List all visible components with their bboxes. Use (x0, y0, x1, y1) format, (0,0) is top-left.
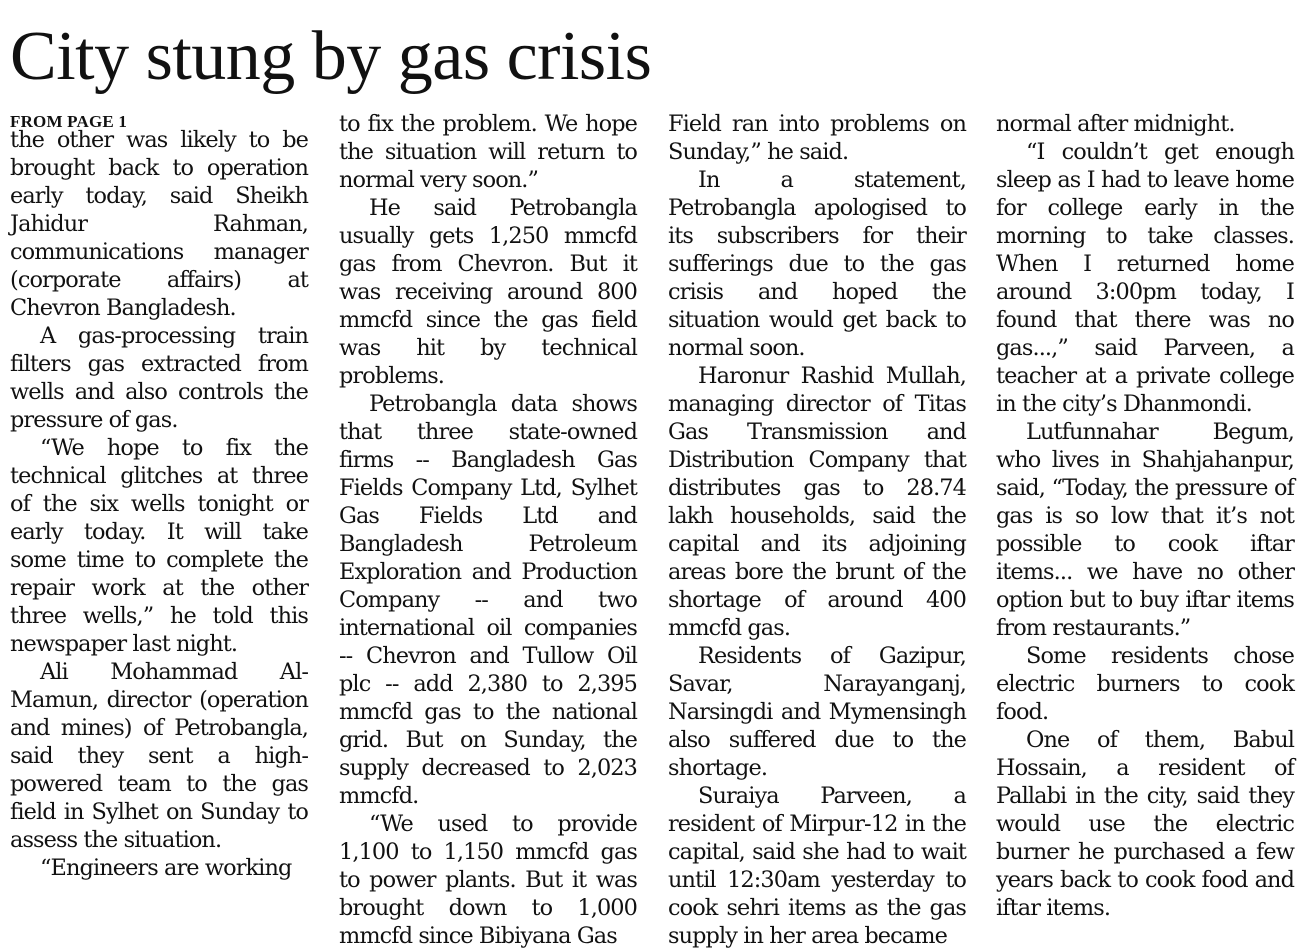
paragraph: A gas-processing train filters gas extracted from wells and also controls the pressure of gas. (10, 323, 308, 433)
continuation-kicker: FROM PAGE 1 (10, 112, 128, 131)
paragraph: Field ran into problems on Sunday,” he said. (668, 111, 966, 165)
paragraph: the other was likely to be brought back to operation early today, said Sheikh Jahidur Rahman, communications manager (corporate affairs) at Chevron Bangladesh. (10, 127, 308, 321)
paragraph: normal after midnight. (996, 111, 1235, 137)
paragraph: to fix the problem. We hope the situation will return to normal very soon.” (339, 111, 637, 193)
paragraph: Some residents chose electric burners to cook food. (996, 643, 1294, 725)
paragraph: “We used to provide 1,100 to 1,150 mmcfd gas to power plants. But it was brought down to 1,000 mmcfd since Bibiyana Gas (339, 811, 637, 949)
paragraph: He said Petrobangla usually gets 1,250 mmcfd gas from Chevron. But it was receiving around 800 mmcfd since the gas field was hit by technical problems. (339, 195, 637, 389)
paragraph: Residents of Gazipur, Savar, Narayanganj, Narsingdi and Mymensingh also suffered due to the shortage. (668, 643, 966, 781)
paragraph: In a statement, Petrobangla apologised to its subscribers for their sufferings due to the gas crisis and hoped the situation would get back to normal soon. (668, 167, 966, 361)
article-column-1 (10, 108, 308, 928)
article-column-2 (339, 108, 637, 949)
article-column-3 (668, 108, 966, 949)
paragraph: One of them, Babul Hossain, a resident of Pallabi in the city, said they would use the electric burner he purchased a few years back to cook food and iftar items. (996, 727, 1294, 921)
paragraph: Haronur Rashid Mullah, managing director of Titas Gas Transmission and Distribution Company that distributes gas to 28.74 lakh households, said the capital and its adjoining areas bore the brunt of the shortage of around 400 mmcfd gas. (668, 363, 966, 641)
article-column-4 (996, 108, 1294, 928)
paragraph: “I couldn’t get enough sleep as I had to leave home for college early in the morning to take classes. When I returned home around 3:00pm today, I found that there was no gas...,” said Parveen, a teacher at a private college in the city’s Dhanmondi. (996, 139, 1294, 417)
paragraph: Ali Mohammad Al-Mamun, director (operation and mines) of Petrobangla, said they sent a high-powered team to the gas field in Sylhet on Sunday to assess the situation. (10, 659, 308, 853)
paragraph: Petrobangla data shows that three state-owned firms -- Bangladesh Gas Fields Company Ltd, Sylhet Gas Fields Ltd and Bangladesh Petroleum Exploration and Production Company -- and two international oil companies -- Chevron and Tullow Oil plc -- add 2,380 to 2,395 mmcfd gas to the national grid. But on Sunday, the supply decreased to 2,023 mmcfd. (339, 391, 637, 809)
paragraph: Lutfunnahar Begum, who lives in Shahjahanpur, said, “Today, the pressure of gas is so low that it’s not possible to cook iftar items... we have no other option but to buy iftar items from restaurants.” (996, 419, 1294, 641)
paragraph: “Engineers are working (40, 855, 292, 881)
paragraph: “We hope to fix the technical glitches at three of the six wells tonight or early today. It will take some time to complete the repair work at the other three wells,” he told this newspaper last night. (10, 435, 308, 657)
headline: City stung by gas crisis (10, 18, 652, 95)
paragraph: Suraiya Parveen, a resident of Mirpur-12 in the capital, said she had to wait until 12:30am yesterday to cook sehri items as the gas supply in her area became (668, 783, 966, 949)
